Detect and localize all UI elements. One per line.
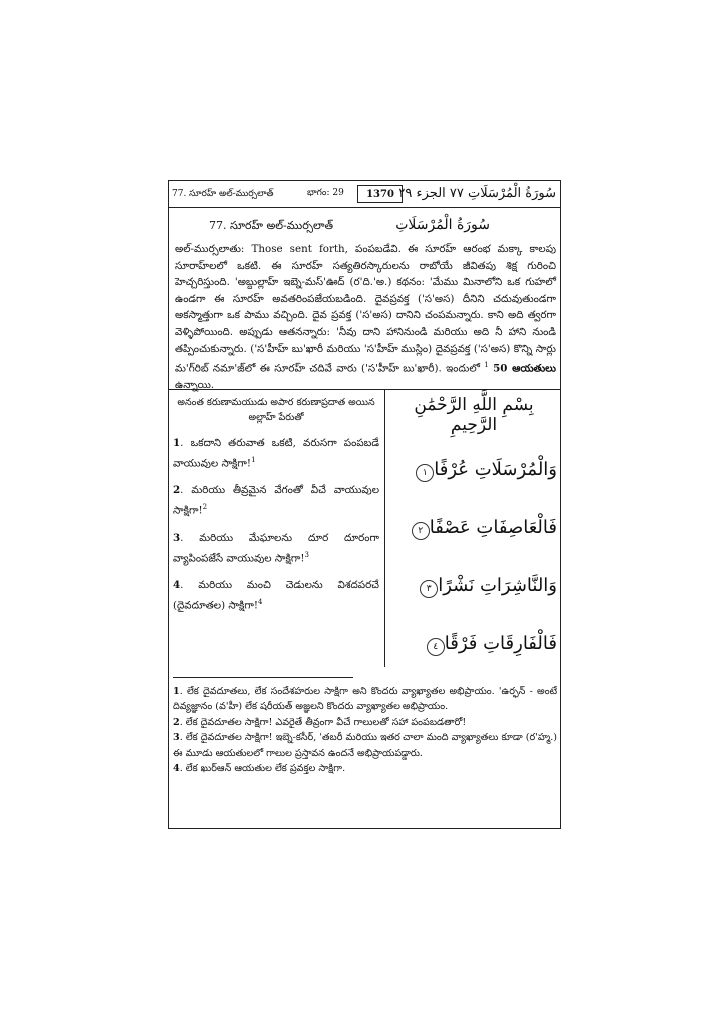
header-surah-telugu: 77. సూరహ్ అల్-ముర్సలాత్ xyxy=(172,189,274,199)
surah-title-arabic: سُورَةُ الْمُرْسَلَاتِ xyxy=(395,217,490,233)
verse-number-marker: ٢ xyxy=(412,522,430,540)
footnote-separator xyxy=(173,677,353,678)
bismillah-telugu: అనంత కరుణామయుడు అపార కరుణాప్రదాత అయిన అల్లాహ్ పేరుతో xyxy=(177,397,375,423)
surah-title-telugu: 77. సూరహ్ అల్-ముర్సలాత్ xyxy=(209,219,334,232)
translation-column xyxy=(173,395,379,625)
verse-count: 50 ఆయతులు xyxy=(493,362,556,375)
verse-number-marker: ١ xyxy=(416,464,434,482)
divider xyxy=(169,389,560,390)
header-surah-arabic: سُورَةُ الْمُرْسَلَاتِ ٧٧ الجزء ٢٩ xyxy=(398,186,556,201)
surah-title xyxy=(169,217,560,237)
verse-number-marker: ٤ xyxy=(427,638,445,656)
verse-translation: 1. ఒకదాని తరువాత ఒకటి, వరుసగా పంపబడే వాయువుల సాక్షిగా!$^1$ xyxy=(173,437,380,470)
verse-translation: 4. మరియు మంచి చెడులను విశదపరచే (దైవదూతల) సాక్షిగా!$^4$ xyxy=(173,579,380,612)
arabic-verse: وَالْمُرْسَلَاتِ عُرْفًا١ xyxy=(391,455,557,513)
footnote: 2. లేక దైవదూతల సాక్షిగా! ఎవరైతే తీవ్రంగా వీచే గాలులతో సహా పంపబడతారో! xyxy=(173,716,467,728)
intro-text: అల్-ముర్సలాతు: Those sent forth, పంపబడేవి. ఈ సూరహ్ ఆరంభ మక్కా కాలపు సూరాహ్‌లలో ఒకటి. ఈ సూరహ్ సత్యతిరస్కారులను రాబోయే జీవితపు శిక్ష గురించి హెచ్చరిస్తుంది. 'అబ్దుల్లాహ్ ఇబ్నె-మస్'ఊద్ (ర'ది.'అ.) కథనం: 'మేము మినాలోని ఒక గుహలో ఉండగా ఈ సూరహ్ అవతరింపజేయబడింది. దైవప్రవక్త ('స'అస) దీనిని చదువుతుండగా అకస్మాత్తుగా ఒక పాము వచ్చింది. దైవ ప్రవక్త ('స'అస) దానిని చంపమన్నారు. కాని అది త్వరగా వెళ్ళిపోయింది. అప్పుడు ఆతనన్నారు: 'నీవు దాని హానినుండి మరియు అది నీ హాని నుండి తప్పించుకున్నారు. ('స'హీహ్ బు'ఖారీ మరియు 'స'హీహ్ ముస్లిం) దైవప్రవక్త ('స'అస) కొన్ని సార్లు మ'గ్‌రిబ్ నమా'జ్‌లో ఈ సూరహ్ చదివే వారు ('స'హీహ్ బు'ఖారీ). ఇందులో xyxy=(175,243,556,375)
surah-introduction: అల్-ముర్సలాతు: Those sent forth, పంపబడేవి. ఈ సూరహ్ ఆరంభ మక్కా కాలపు సూరాహ్‌లలో ఒకటి. ఈ సూరహ్ సత్యతిరస్కారులను రాబోయే జీవితపు శిక్ష గురించి హెచ్చరిస్తుంది. 'అబ్దుల్లాహ్ ఇబ్నె-మస్'ఊద్ (ర'ది.'అ.) కథనం: 'మేము మినాలోని ఒక గుహలో ఉండగా ఈ సూరహ్ అవతరింపజేయబడింది. దైవప్రవక్త ('స'అస) దీనిని చదువుతుండగా అకస్మాత్తుగా ఒక పాము వచ్చింది. దైవ ప్రవక్త ('స'అస) దానిని చంపమన్నారు. కాని అది త్వరగా వెళ్ళిపోయింది. అప్పుడు ఆతనన్నారు: 'నీవు దాని హానినుండి మరియు అది నీ హాని నుండి తప్పించుకున్నారు. ('స'హీహ్ బు'ఖారీ మరియు 'స'హీహ్ ముస్లిం) దైవప్రవక్త ('స'అస) కొన్ని సార్లు మ'గ్‌రిబ్ నమా'జ్‌లో ఈ సూరహ్ చదివే వారు ('స'హీహ్ బు'ఖారీ). ఇందులో $^1$ 50 ఆయతులు ఉన్నాయి. xyxy=(175,243,556,392)
column-divider xyxy=(384,389,385,667)
footnotes xyxy=(173,684,557,776)
bismillah-arabic: بِسْمِ اللَّهِ الرَّحْمَٰنِ الرَّحِيمِ xyxy=(414,395,534,435)
book-page xyxy=(168,180,561,829)
arabic-verse: فَالْفَارِقَاتِ فَرْقًا٤ xyxy=(391,629,557,687)
verse-translation: 3. మరియు మేఘాలను దూర దూరంగా వ్యాపింపజేసే వాయువుల సాక్షిగా!$^3$ xyxy=(173,531,379,565)
verse-number-marker: ٣ xyxy=(420,580,438,598)
arabic-column xyxy=(391,395,557,687)
footnote: 4. లేక ఖుర్ఆన్ ఆయతుల లేక ప్రవక్తల సాక్షిగా. xyxy=(173,763,346,775)
intro-text-end: ఉన్నాయి. xyxy=(175,379,215,392)
verse-translation: 2. మరియు తీవ్రమైన వేగంతో వీచే వాయువుల సాక్షిగా!$^2$ xyxy=(173,484,379,517)
header-part: భాగం: 29 xyxy=(307,188,344,198)
arabic-verse: وَالنَّاشِرَاتِ نَشْرًا٣ xyxy=(391,571,557,629)
page-number: 1370 xyxy=(357,185,403,203)
arabic-verse: فَالْعَاصِفَاتِ عَصْفًا٢ xyxy=(391,513,557,571)
footnote: 1. లేక దైవదూతలు, లేక సందేశహరుల సాక్షిగా అని కొందరు వ్యాఖ్యాతల అభిప్రాయం. 'ఉర్ఫన్ - అంటే దివ్యజ్ఞానం (వ'హీ) లేక షరీయత్ అజ్ఞలని కొందరు వ్యాఖ్యాతల అభిప్రాయం. xyxy=(173,686,557,713)
footnote: 3. లేక దైవదూతల సాక్షిగా! ఇబ్నె-కసీర్, 'తబరీ మరియు ఇతర చాలా మంది వ్యాఖ్యాతలు కూడా (ర'హ్మ.) ఈ మూడు ఆయతులలో గాలుల ప్రస్తావన ఉందనే అభిప్రాయపడ్డారు. xyxy=(173,732,557,759)
running-header xyxy=(169,181,560,208)
